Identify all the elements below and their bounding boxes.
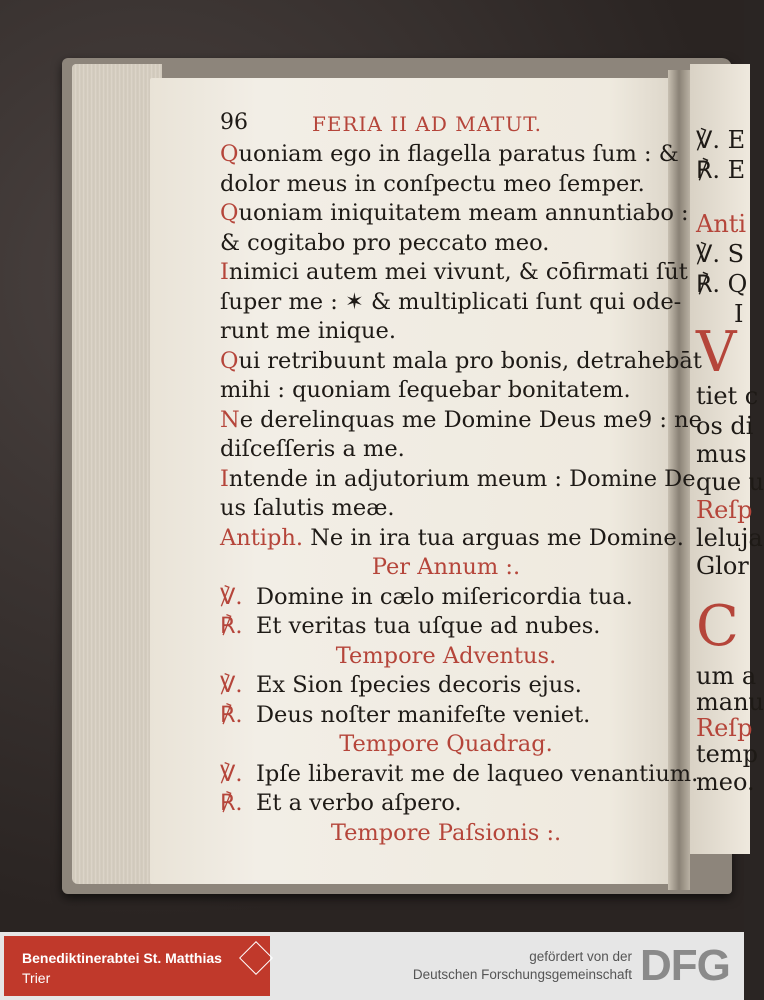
psalm-line (220, 170, 672, 200)
versicle-line (220, 583, 672, 613)
right-page-line: tiet c (696, 382, 759, 410)
psalm-line (220, 406, 702, 436)
versicle-symbol: ℣. (220, 583, 243, 610)
response-symbol: ℟. (220, 701, 243, 728)
versicle-symbol: ℣. (220, 672, 243, 698)
red-initial: N (220, 406, 240, 433)
psalm-line (220, 229, 672, 259)
right-page-line: leluja (696, 524, 763, 552)
section-title: Per Annum :. (371, 554, 521, 580)
right-page-line: temp (696, 740, 758, 768)
psalm-line (220, 347, 702, 377)
funding-line-2: Deutschen Forschungsgemeinschaft (412, 967, 632, 982)
line-text: diſceſſeris a me. (220, 436, 405, 462)
funding-line-1: gefördert von der (529, 949, 632, 964)
psalm-line (220, 140, 679, 170)
right-page-drop-cap: V (696, 320, 737, 385)
right-page-line: I (734, 300, 744, 328)
versicle-line (220, 671, 672, 701)
right-page-drop-cap: C (696, 594, 739, 659)
right-page-line: Anti (696, 210, 747, 238)
psalm-line (220, 258, 688, 288)
red-initial: Q (220, 141, 239, 167)
line-text: us ſalutis meæ. (220, 495, 395, 521)
red-initial: I (220, 465, 229, 492)
response-line (220, 701, 672, 731)
right-page (690, 64, 764, 854)
line-text: mihi : quoniam ſequebar bonitatem. (220, 377, 631, 403)
page-number: 96 (220, 110, 248, 135)
page-text (220, 110, 702, 848)
right-page-line: os di (696, 412, 754, 440)
right-page-line: ℟. E (696, 156, 746, 184)
response-text: Et a verbo aſpero. (256, 790, 462, 816)
right-page-line: meo. (696, 768, 755, 796)
versicle-text: Domine in cælo miſericordia tua. (256, 583, 633, 610)
section-title: Tempore Paſsionis :. (330, 819, 562, 846)
psalm-line (220, 465, 696, 495)
line-text: e derelinquas me Domine Deus me9 : ne (239, 406, 702, 433)
response-line (220, 612, 672, 642)
response-text: Et veritas tua uſque ad nubes. (256, 613, 601, 639)
versicle-text: Ipſe liberavit me de laqueo venantium. (256, 760, 699, 787)
antiphon-text: Ne in ira tua arguas me Domine. (310, 524, 684, 551)
dfg-logo[interactable]: DFG (640, 941, 730, 990)
right-page-line: Glor (696, 552, 749, 580)
right-page-line: ℣. E (696, 126, 746, 154)
line-text: ui retribuunt mala pro bonis, detrahebāt (238, 347, 702, 374)
line-text: dolor meus in conſpectu meo ſemper. (220, 170, 645, 197)
psalm-line (220, 288, 682, 318)
page-header (220, 110, 672, 140)
running-head: FERIA II AD MATUT. (312, 112, 543, 136)
psalm-line (220, 435, 672, 465)
institution-name: Benediktinerabtei St. Matthias (22, 950, 222, 966)
page-edges (72, 64, 162, 884)
response-symbol: ℟. (220, 613, 243, 639)
line-text: runt me inique. (220, 318, 396, 344)
section-title: Tempore Adventus. (335, 642, 557, 669)
right-page-line: mus (696, 440, 747, 468)
red-initial: Q (220, 347, 239, 374)
response-line (220, 789, 672, 819)
right-page-line: Reſp (696, 496, 753, 524)
antiphon-line (220, 524, 684, 554)
psalm-line (220, 376, 672, 406)
response-text: Deus noſter manifeſte veniet. (256, 701, 591, 728)
right-page-line: que u (696, 468, 764, 496)
psalm-line (220, 494, 672, 524)
section-title: Tempore Quadrag. (339, 731, 553, 757)
antiphon-label: Antiph. (220, 524, 304, 551)
institution-city: Trier (22, 970, 51, 986)
response-symbol: ℟. (220, 790, 243, 816)
line-text: & cogitabo pro peccato meo. (220, 229, 550, 256)
line-text: uoniam iniquitatem meam annuntiabo : (238, 200, 689, 226)
line-text: ſuper me : ✶ & multiplicati ſunt qui ode- (220, 288, 682, 315)
line-text: uoniam ego in flagella paratus ſum : & (238, 141, 679, 167)
red-initial: Q (220, 200, 239, 226)
institution-box[interactable] (4, 936, 270, 996)
red-initial: I (220, 259, 229, 285)
line-text: nimici autem mei vivunt, & cōfirmati ſūt (228, 259, 688, 285)
right-page-line: manu (696, 688, 764, 716)
versicle-text: Ex Sion ſpecies decoris ejus. (256, 672, 582, 698)
line-text: ntende in adjutorium meum : Domine De (228, 465, 696, 492)
versicle-symbol: ℣. (220, 760, 243, 787)
versicle-line (220, 760, 699, 790)
right-page-line: um a (696, 662, 757, 690)
right-page-line: ℣. S (696, 240, 745, 268)
psalm-line (220, 199, 689, 229)
psalm-line (220, 317, 672, 347)
right-page-line: ℟. Q (696, 270, 748, 298)
right-page-line: Reſp (696, 714, 753, 742)
